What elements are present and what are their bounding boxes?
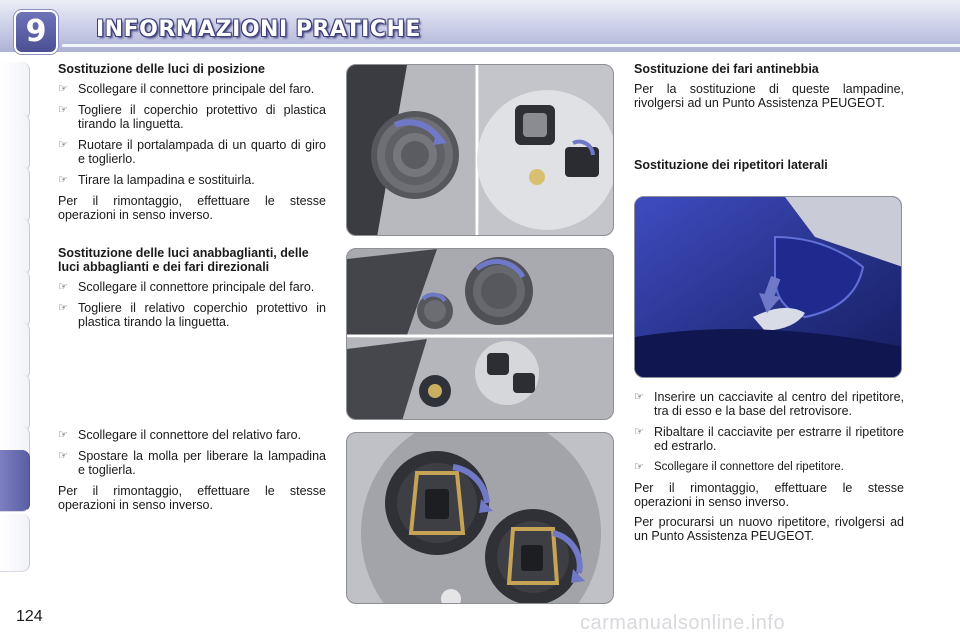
instruction-step: ☞ Scollegare il connettore del relativo faro.	[58, 428, 302, 442]
section-fog-lights	[634, 62, 904, 116]
section-heading: Sostituzione delle luci di posizione	[58, 62, 265, 76]
pointing-hand-icon: ☞	[58, 173, 68, 186]
chapter-tab-9-active[interactable]	[0, 450, 30, 512]
instruction-step: ☞ Inserire un cacciavite al centro del ripetitore, tra di esso e la base del retrovisore.	[634, 390, 904, 418]
pointing-hand-icon: ☞	[58, 280, 68, 293]
section-side-repeaters-steps	[634, 390, 904, 549]
chapter-tab-7[interactable]	[0, 374, 30, 432]
chapter-tab-4[interactable]	[0, 218, 30, 276]
pointing-hand-icon: ☞	[58, 449, 68, 462]
watermark: carmanualsonline.info	[580, 612, 786, 634]
section-side-repeaters-heading	[634, 158, 904, 178]
photo-headlight-covers	[346, 248, 614, 420]
instruction-step: ☞ Tirare la lampadina e sostituirla.	[58, 173, 255, 187]
chapter-tabs	[0, 62, 34, 582]
instruction-step: ☞ Togliere il coperchio protettivo di plastica tirando la linguetta.	[58, 103, 326, 131]
photo-position-light-removal	[346, 64, 614, 236]
photo-side-repeater	[634, 196, 902, 378]
pointing-hand-icon: ☞	[58, 138, 68, 151]
chapter-badge: 9	[14, 10, 58, 54]
section-headlights	[58, 246, 326, 336]
reassembly-note: Per il rimontaggio, effettuare le stesse operazioni in senso inverso.	[634, 481, 904, 509]
page-number: 124	[16, 608, 43, 625]
chapter-tab-6[interactable]	[0, 322, 30, 380]
service-note: Per la sostituzione di queste lampadine, rivolgersi ad un Punto Assistenza PEUGEOT.	[634, 82, 904, 110]
instruction-step: ☞ Spostare la molla per liberare la lampadina e toglierla.	[58, 449, 326, 477]
chapter-tab-5[interactable]	[0, 270, 30, 328]
section-headlight-bulb	[58, 428, 326, 518]
headlight-bulbs-illustration	[347, 433, 614, 604]
service-note: Per procurarsi un nuovo ripetitore, rivolgersi ad un Punto Assistenza PEUGEOT.	[634, 515, 904, 543]
reassembly-note: Per il rimontaggio, effettuare le stesse operazioni in senso inverso.	[58, 484, 326, 512]
chapter-tab-1[interactable]	[0, 62, 30, 120]
side-repeater-illustration	[635, 197, 902, 378]
instruction-step: ☞ Ruotare il portalampada di un quarto di giro e toglierlo.	[58, 138, 326, 166]
position-light-illustration	[347, 65, 614, 236]
pointing-hand-icon: ☞	[58, 103, 68, 116]
photo-headlight-bulbs	[346, 432, 614, 604]
chapter-title: INFORMAZIONI PRATICHE	[96, 17, 421, 42]
chapter-tab-3[interactable]	[0, 166, 30, 224]
section-heading: Sostituzione delle luci anabbaglianti, delle luci abbaglianti e dei fari direzionali	[58, 246, 309, 274]
instruction-step: ☞ Scollegare il connettore del ripetitore.	[634, 460, 844, 473]
pointing-hand-icon: ☞	[634, 425, 644, 438]
instruction-step: ☞ Togliere il relativo coperchio protettivo in plastica tirando la linguetta.	[58, 301, 326, 329]
headlight-covers-illustration	[347, 249, 614, 420]
instruction-step: ☞ Scollegare il connettore principale del faro.	[58, 82, 315, 96]
section-heading: Sostituzione dei ripetitori laterali	[634, 158, 828, 172]
pointing-hand-icon: ☞	[58, 428, 68, 441]
pointing-hand-icon: ☞	[58, 301, 68, 314]
reassembly-note: Per il rimontaggio, effettuare le stesse operazioni in senso inverso.	[58, 194, 326, 222]
pointing-hand-icon: ☞	[58, 82, 68, 95]
chapter-tab-2[interactable]	[0, 114, 30, 172]
instruction-step: ☞ Ribaltare il cacciavite per estrarre il ripetitore ed estrarlo.	[634, 425, 904, 453]
pointing-hand-icon: ☞	[634, 460, 644, 473]
header-underline	[62, 44, 960, 47]
chapter-tab-10[interactable]	[0, 514, 30, 572]
section-heading: Sostituzione dei fari antinebbia	[634, 62, 819, 76]
page-header	[0, 0, 960, 52]
instruction-step: ☞ Scollegare il connettore principale del faro.	[58, 280, 315, 294]
section-position-lights	[58, 62, 326, 228]
pointing-hand-icon: ☞	[634, 390, 644, 403]
